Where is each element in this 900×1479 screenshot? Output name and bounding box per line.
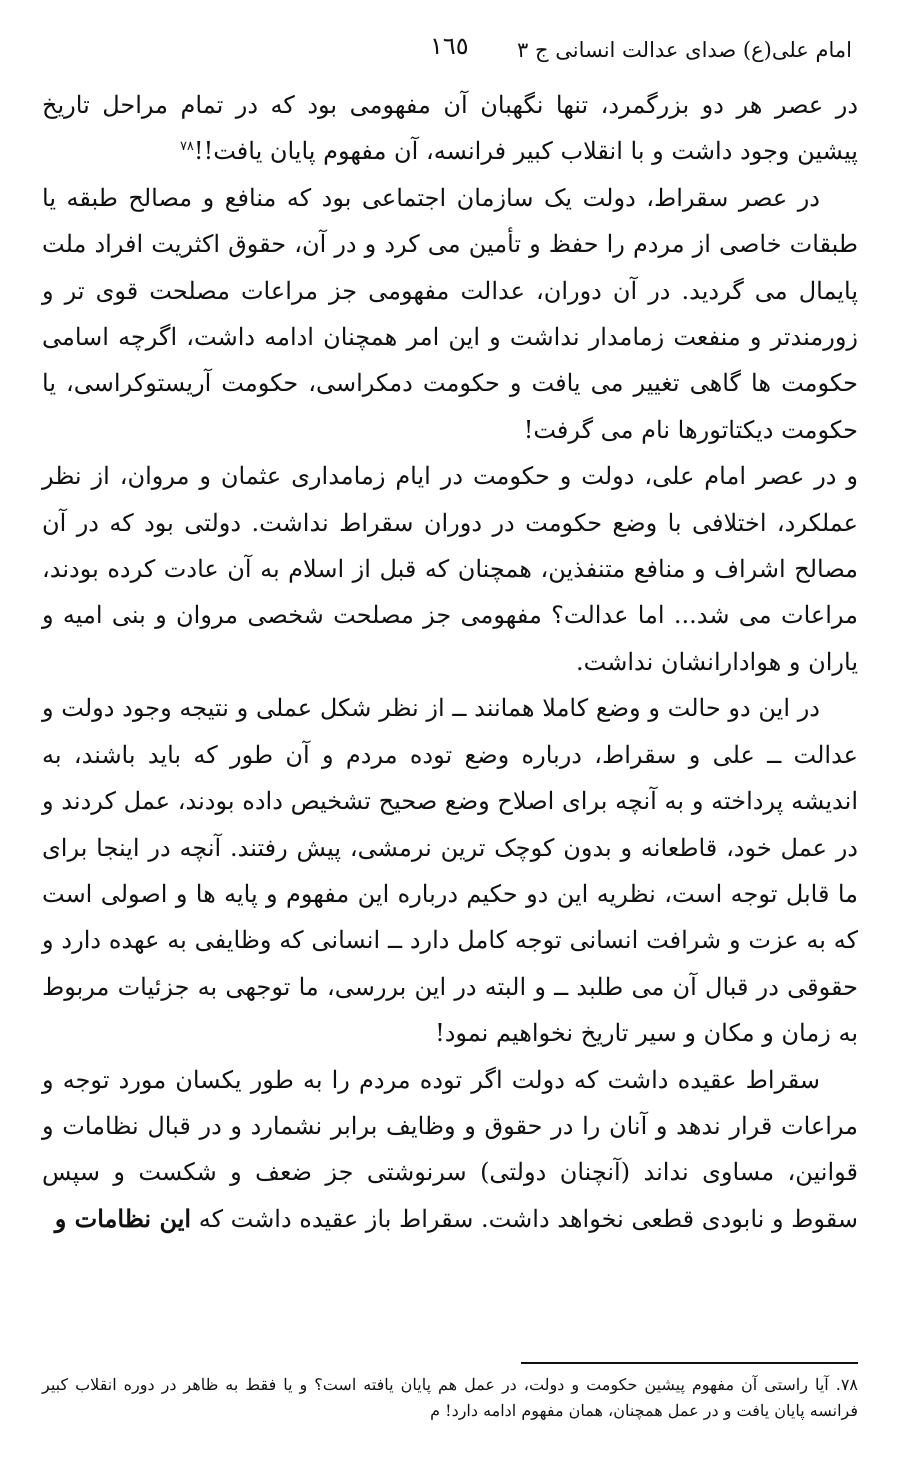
body-text bbox=[42, 82, 858, 1242]
paragraph-4: در این دو حالت و وضع کاملا همانند ــ از نظر شکل عملی و نتیجه وجود دولت و عدالت ــ علی و سقراط، درباره وضع توده مردم و آن طور که باید باشند، به اندیشه پرداخته و به آنچه برای اصلاح وضع صحیح تشخیص داده بودند، عمل کردند و در عمل خود، قاطعانه و بدون کوچک ترین نرمشی، پیش رفتند. آنچه در اینجا برای ما قابل توجه است، نظریه این دو حکیم درباره این مفهوم و پایه ها و اصولی است که به عزت و شرافت انسانی توجه کامل دارد ــ انسانی که وظایفی به عهده دارد و حقوقی در قبال آن می طلبد ــ و البته در این بررسی، ما توجهی به جزئیات مربوط به زمان و مکان و سیر تاریخ نخواهیم نمود! bbox=[42, 694, 858, 1048]
running-header-title: امام علی(ع) صدای عدالت انسانی ج ٣ bbox=[517, 38, 852, 62]
paragraph-5-text: سقراط عقیده داشت که دولت اگر توده مردم را به طور یکسان مورد توجه و مراعات قرار ندهد و آنان را در حقوق و وظایف برابر نشمارد و در قبال نظامات و قوانین، مساوی نداند (آنچنان دولتی) سرنوشتی جز ضعف و شکست و سپس سقوط و نابودی قطعی نخواهد داشت. سقراط باز عقیده داشت که bbox=[42, 1065, 858, 1233]
paragraph-2: در عصر سقراط، دولت یک سازمان اجتماعی بود که منافع و مصالح طبقه یا طبقات خاصی از مردم را حفظ و تأمین می کرد و در آن، حقوق اکثریت افراد ملت پایمال می گردید. در آن دوران، عدالت مفهومی جز مراعات مصلحت قوی تر و زورمندتر و منفعت زمامدار نداشت و این امر همچنان ادامه داشت، اگرچه اسامی حکومت ها گاهی تغییر می یافت و حکومت دمکراسی، حکومت آریستوکراسی، یا حکومت دیکتاتورها نام می گرفت! bbox=[42, 183, 858, 444]
paragraph-3: و در عصر امام علی، دولت و حکومت در ایام زمامداری عثمان و مروان، از نظر عملکرد، اختلافی با وضع حکومت در دوران سقراط نداشت. دولتی بود که در آن مصالح اشراف و منافع متنفذین، همچنان که قبل از اسلام به آن عادت کرده بودند، مراعات می شد... اما عدالت؟ مفهومی جز مصلحت شخصی مروان و بنی امیه و یاران و هوادارانشان نداشت. bbox=[42, 462, 858, 676]
footnote bbox=[42, 1372, 858, 1424]
running-header bbox=[40, 30, 860, 70]
footnote-divider bbox=[521, 1362, 858, 1364]
page-number: ١٦٥ bbox=[430, 32, 469, 60]
paragraph-5-bold-tail: این نظامات و bbox=[54, 1203, 192, 1233]
footnote-reference[interactable]: ٧٨ bbox=[179, 139, 194, 155]
paragraph-5 bbox=[42, 1057, 858, 1243]
paragraph-1-text: در عصر هر دو بزرگمرد، تنها نگهبان آن مفهومی بود که در تمام مراحل تاریخ پیشین وجود داشت و با انقلاب کبیر فرانسه، آن مفهوم پایان یافت!! bbox=[42, 91, 858, 166]
paragraph-1 bbox=[42, 82, 858, 175]
footnote-number: ٧٨. bbox=[835, 1375, 858, 1394]
footnote-text: آیا راستی آن مفهوم پیشین حکومت و دولت، در عمل هم پایان یافته است؟ و یا فقط به ظاهر در دوره انقلاب کبیر فرانسه پایان یافت و در عمل همچنان، همان مفهوم ادامه دارد! م bbox=[42, 1375, 858, 1420]
